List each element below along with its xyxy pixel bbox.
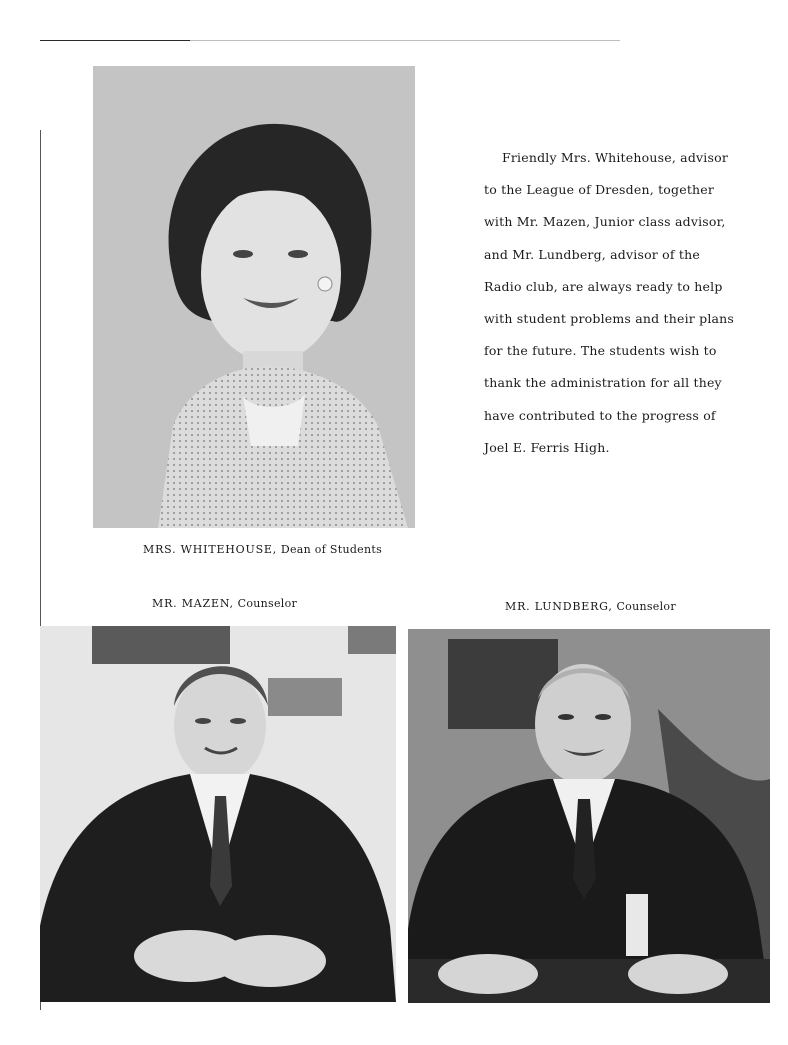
paragraph-line: and Mr. Lundberg, advisor of the xyxy=(484,246,700,262)
lundberg-photo xyxy=(408,629,770,1003)
caption-title: Counselor xyxy=(237,597,298,610)
paragraph-line: for the future. The students wish to xyxy=(484,343,717,359)
paragraph-line: Radio club, are always ready to help xyxy=(484,278,723,294)
whitehouse-caption xyxy=(143,543,382,556)
advisors-paragraph xyxy=(484,142,774,464)
paragraph-line: have contributed to the progress of xyxy=(484,407,716,423)
mazen-photo xyxy=(40,626,396,1002)
caption-name: MR. MAZEN, xyxy=(152,597,234,610)
paragraph-line: with student problems and their plans xyxy=(484,310,735,326)
paragraph-line: to the League of Dresden, together xyxy=(484,182,715,198)
caption-name: MR. LUNDBERG, xyxy=(505,600,613,613)
caption-title: Counselor xyxy=(616,600,676,613)
caption-title: Dean of Students xyxy=(280,543,383,556)
top-rule xyxy=(40,40,620,41)
mazen-caption xyxy=(152,597,297,610)
paragraph-line: Joel E. Ferris High. xyxy=(484,439,610,455)
paragraph-line: Friendly Mrs. Whitehouse, advisor xyxy=(502,150,728,165)
paragraph-line: with Mr. Mazen, Junior class advisor, xyxy=(484,214,726,230)
whitehouse-photo xyxy=(93,66,415,528)
paragraph-line: thank the administration for all they xyxy=(484,375,722,391)
lundberg-caption xyxy=(505,600,676,613)
caption-name: MRS. WHITEHOUSE, xyxy=(143,543,278,556)
